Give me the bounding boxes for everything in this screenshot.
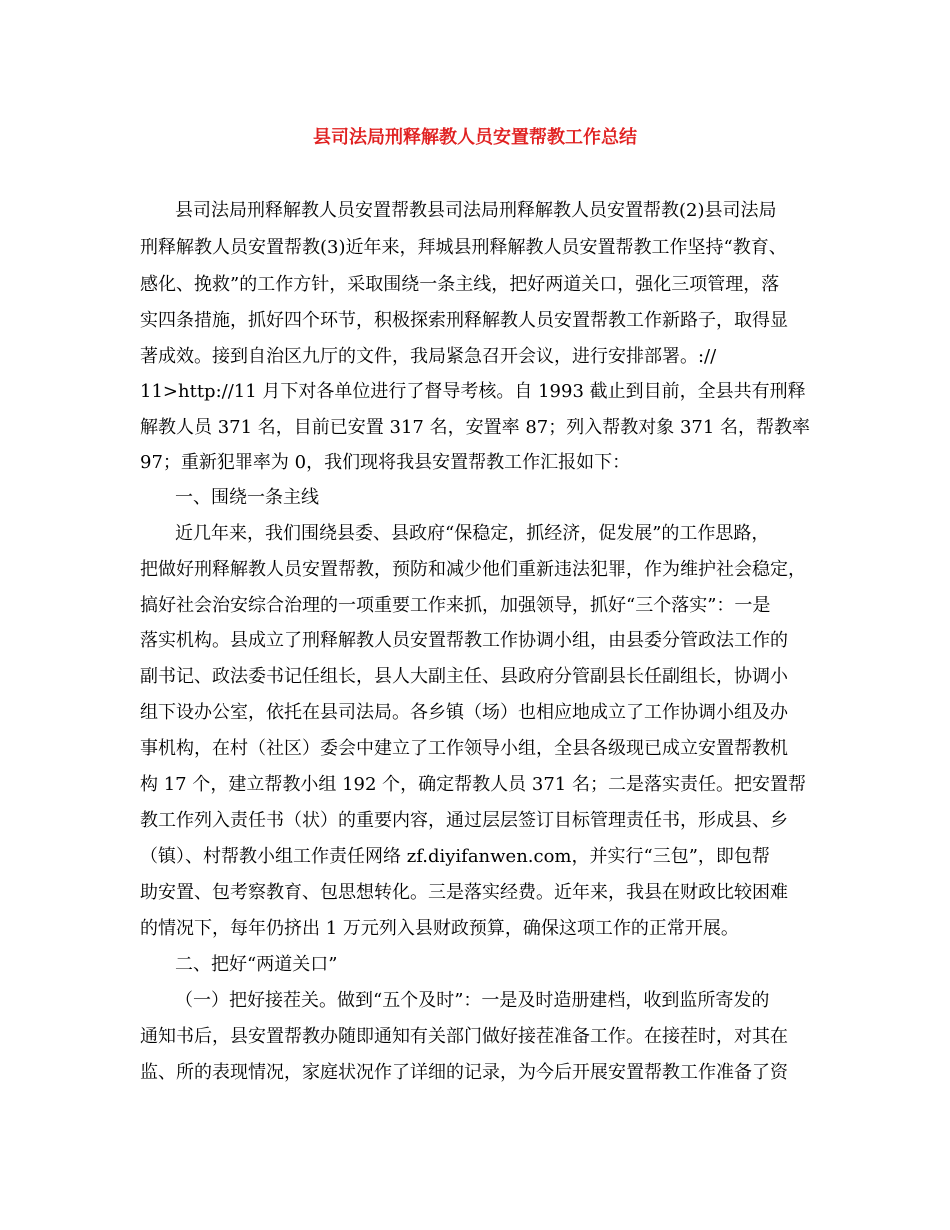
paragraph-line: 的情况下，每年仍挤出 1 万元列入县财政预算，确保这项工作的正常开展。 [140, 918, 739, 939]
paragraph-line: 副书记、政法委书记任组长，县人大副主任、县政府分管副县长任副组长，协调小 [140, 666, 788, 687]
paragraph-line: 教工作列入责任书（状）的重要内容，通过层层签订目标管理责任书，形成县、乡 [140, 810, 788, 831]
paragraph-line: 97；重新犯罪率为 0，我们现将我县安置帮教工作汇报如下： [140, 452, 631, 473]
paragraph-line: 实四条措施，抓好四个环节，积极探索刑释解教人员安置帮教工作新路子，取得显 [140, 310, 788, 331]
paragraph-line: 县司法局刑释解教人员安置帮教县司法局刑释解教人员安置帮教(2)县司法局 [175, 200, 777, 221]
paragraph-line: 解教人员 371 名，目前已安置 317 名，安置率 87；列入帮教对象 371 名，帮教率 [140, 417, 811, 438]
paragraph-line: 事机构，在村（社区）委会中建立了工作领导小组，全县各级现已成立安置帮教机 [140, 738, 788, 759]
paragraph-line: 感化、挽救”的工作方针，采取围绕一条主线，把好两道关口，强化三项管理，落 [140, 274, 780, 295]
section-heading: 二、把好“两道关口” [175, 954, 338, 975]
paragraph-line: （镇）、村帮教小组工作责任网络 zf.diyifanwen.com，并实行“三包”，即包帮 [140, 846, 770, 867]
paragraph-line: 构 17 个，建立帮教小组 192 个，确定帮教人员 371 名；二是落实责任。把安置帮 [140, 774, 806, 795]
paragraph-line: 落实机构。县成立了刑释解教人员安置帮教工作协调小组，由县委分管政法工作的 [140, 630, 788, 651]
paragraph-line: 11>http://11 月下对各单位进行了督导考核。自 1993 截止到目前，全县共有刑释 [140, 381, 806, 402]
paragraph-line: 刑释解教人员安置帮教(3)近年来，拜城县刑释解教人员安置帮教工作坚持“教育、 [140, 237, 787, 258]
document-title: 县司法局刑释解教人员安置帮教工作总结 [313, 127, 637, 148]
section-heading: 一、围绕一条主线 [175, 487, 319, 508]
paragraph-line: 组下设办公室，依托在县司法局。各乡镇（场）也相应地成立了工作协调小组及办 [140, 702, 788, 723]
paragraph-line: 通知书后，县安置帮教办随即通知有关部门做好接茬准备工作。在接茬时，对其在 [140, 1026, 788, 1047]
paragraph-line: 助安置、包考察教育、包思想转化。三是落实经费。近年来，我县在财政比较困难 [140, 882, 788, 903]
paragraph-line: 近几年来，我们围绕县委、县政府“保稳定，抓经济，促发展”的工作思路， [175, 523, 770, 544]
paragraph-line: （一）把好接茬关。做到“五个及时”：一是及时造册建档，收到监所寄发的 [175, 990, 770, 1011]
paragraph-line: 把做好刑释解教人员安置帮教，预防和减少他们重新违法犯罪，作为维护社会稳定， [140, 559, 806, 580]
paragraph-line: 监、所的表现情况，家庭状况作了详细的记录，为今后开展安置帮教工作准备了资 [140, 1062, 788, 1083]
paragraph-line: 搞好社会治安综合治理的一项重要工作来抓，加强领导，抓好“三个落实”：一是 [140, 595, 771, 616]
paragraph-line: 著成效。接到自治区九厅的文件，我局紧急召开会议，进行安排部署。:// [140, 346, 717, 367]
